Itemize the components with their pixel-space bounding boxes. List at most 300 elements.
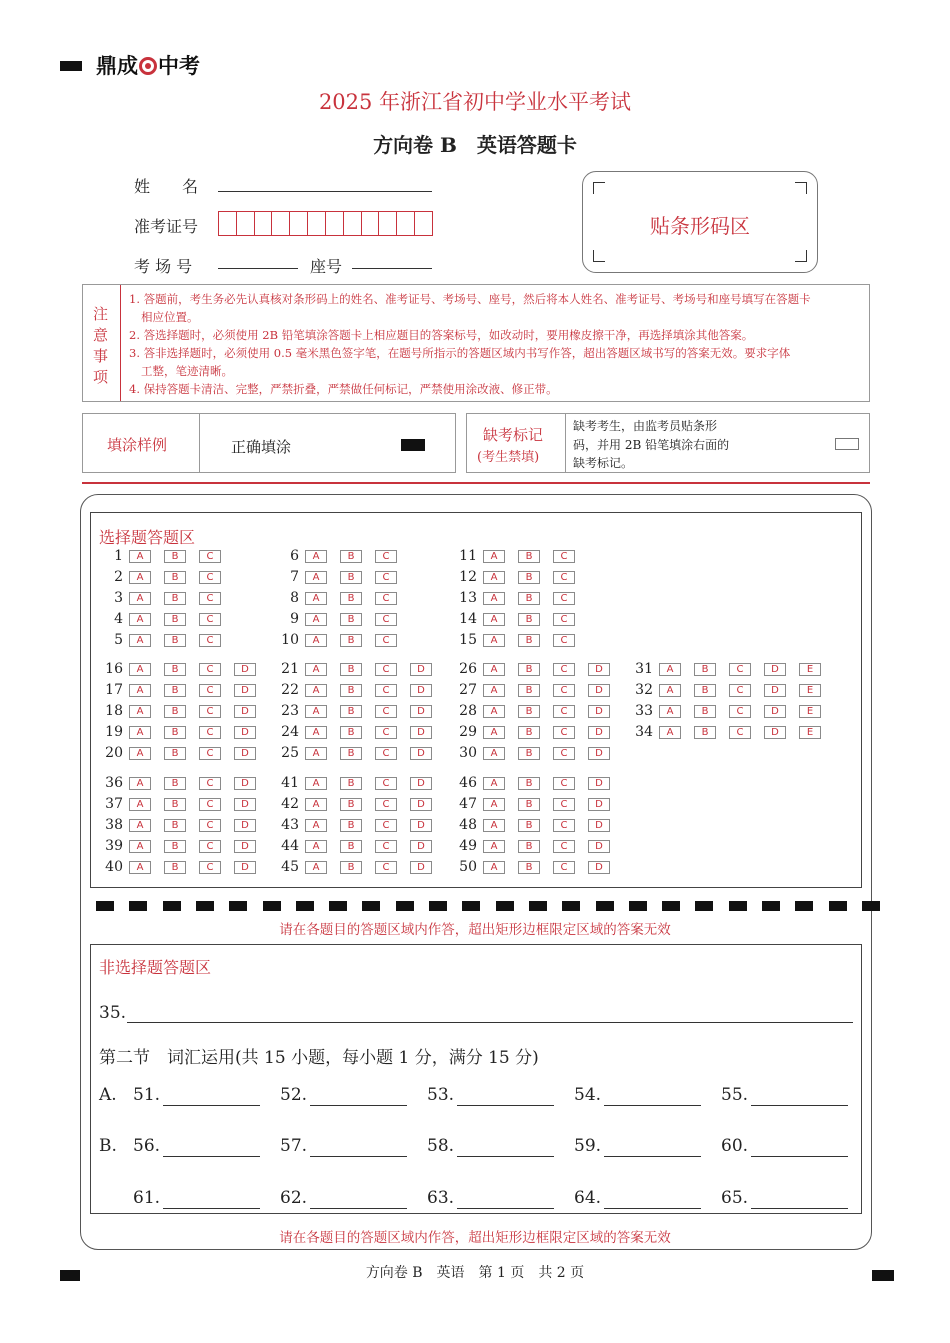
answer-bubble-19-c[interactable]: C <box>199 726 221 739</box>
warning-text-2: 请在各题目的答题区域内作答，超出矩形边框限定区域的答案无效 <box>279 1230 671 1246</box>
answer-bubble-9-a[interactable]: A <box>305 613 327 626</box>
answer-bubble-41-d[interactable]: D <box>410 777 432 790</box>
question-number: 6 <box>290 548 299 564</box>
answer-bubble-50-c[interactable]: C <box>553 861 575 874</box>
seat-label: 座号 <box>310 257 343 276</box>
vocab-answer-line[interactable] <box>604 1208 701 1209</box>
vocab-question-number: 52. <box>280 1085 308 1105</box>
timing-mark <box>362 901 380 911</box>
answer-bubble-40-b[interactable]: B <box>164 861 186 874</box>
answer-bubble-2-a[interactable]: A <box>129 571 151 584</box>
answer-bubble-47-a[interactable]: A <box>483 798 505 811</box>
answer-bubble-23-d[interactable]: D <box>410 705 432 718</box>
answer-bubble-12-a[interactable]: A <box>483 571 505 584</box>
answer-bubble-23-b[interactable]: B <box>340 705 362 718</box>
answer-bubble-1-c[interactable]: C <box>199 550 221 563</box>
vocab-question-number: 62. <box>280 1188 308 1208</box>
answer-bubble-38-b[interactable]: B <box>164 819 186 832</box>
brand-name: 鼎成 <box>96 54 138 78</box>
answer-bubble-26-c[interactable]: C <box>553 663 575 676</box>
notes-label-4: 项 <box>93 368 109 386</box>
id-label: 准考证号 <box>134 217 199 236</box>
answer-bubble-7-c[interactable]: C <box>375 571 397 584</box>
answer-bubble-19-d[interactable]: D <box>234 726 256 739</box>
answer-bubble-31-e[interactable]: E <box>799 663 821 676</box>
vocab-answer-line[interactable] <box>751 1105 848 1106</box>
answer-bubble-28-d[interactable]: D <box>588 705 610 718</box>
vocab-question-number: 57. <box>280 1136 308 1156</box>
answer-bubble-4-c[interactable]: C <box>199 613 221 626</box>
vocab-question-number: 64. <box>574 1188 602 1208</box>
answer-bubble-24-c[interactable]: C <box>375 726 397 739</box>
answer-bubble-47-c[interactable]: C <box>553 798 575 811</box>
answer-bubble-32-b[interactable]: B <box>694 684 716 697</box>
answer-bubble-30-b[interactable]: B <box>518 747 540 760</box>
answer-bubble-15-a[interactable]: A <box>483 634 505 647</box>
row-b-label: B. <box>99 1136 117 1156</box>
answer-bubble-23-a[interactable]: A <box>305 705 327 718</box>
red-separator <box>82 482 870 484</box>
answer-bubble-32-c[interactable]: C <box>729 684 751 697</box>
question-number: 46 <box>459 775 477 791</box>
vocab-question-number: 63. <box>427 1188 455 1208</box>
answer-bubble-12-c[interactable]: C <box>553 571 575 584</box>
answer-bubble-9-c[interactable]: C <box>375 613 397 626</box>
page-footer: 方向卷 B 英语 第 1 页 共 2 页 <box>365 1265 585 1281</box>
answer-bubble-17-b[interactable]: B <box>164 684 186 697</box>
answer-bubble-10-a[interactable]: A <box>305 634 327 647</box>
answer-bubble-28-c[interactable]: C <box>553 705 575 718</box>
answer-bubble-16-b[interactable]: B <box>164 663 186 676</box>
timing-mark <box>562 901 580 911</box>
question-number: 30 <box>459 745 477 761</box>
answer-bubble-13-b[interactable]: B <box>518 592 540 605</box>
answer-bubble-31-c[interactable]: C <box>729 663 751 676</box>
answer-bubble-29-c[interactable]: C <box>553 726 575 739</box>
note-line-4: 3. 答非选择题时，必须使用 0.5 毫米黑色签字笔，在题号所指示的答题区域内书写作答，超出答题区域书写的答案无效。要求字体 <box>129 346 791 360</box>
answer-bubble-38-a[interactable]: A <box>129 819 151 832</box>
choice-section <box>90 512 862 888</box>
answer-bubble-41-b[interactable]: B <box>340 777 362 790</box>
timing-mark <box>396 901 414 911</box>
answer-bubble-18-d[interactable]: D <box>234 705 256 718</box>
answer-bubble-34-d[interactable]: D <box>764 726 786 739</box>
timing-mark <box>129 901 147 911</box>
answer-bubble-42-b[interactable]: B <box>340 798 362 811</box>
answer-bubble-43-d[interactable]: D <box>410 819 432 832</box>
answer-bubble-17-d[interactable]: D <box>234 684 256 697</box>
answer-bubble-25-b[interactable]: B <box>340 747 362 760</box>
question-number: 41 <box>281 775 299 791</box>
answer-bubble-37-c[interactable]: C <box>199 798 221 811</box>
timing-mark <box>629 901 647 911</box>
answer-bubble-7-a[interactable]: A <box>305 571 327 584</box>
barcode-area <box>582 171 818 273</box>
answer-bubble-44-c[interactable]: C <box>375 840 397 853</box>
answer-bubble-13-a[interactable]: A <box>483 592 505 605</box>
answer-bubble-5-a[interactable]: A <box>129 634 151 647</box>
answer-bubble-24-a[interactable]: A <box>305 726 327 739</box>
answer-bubble-13-c[interactable]: C <box>553 592 575 605</box>
timing-mark <box>496 901 514 911</box>
answer-bubble-19-b[interactable]: B <box>164 726 186 739</box>
answer-bubble-22-d[interactable]: D <box>410 684 432 697</box>
answer-bubble-6-b[interactable]: B <box>340 550 362 563</box>
timing-mark <box>529 901 547 911</box>
absent-label: 缺考标记 <box>483 426 544 444</box>
answer-bubble-47-d[interactable]: D <box>588 798 610 811</box>
vocab-answer-line[interactable] <box>604 1156 701 1157</box>
answer-bubble-27-b[interactable]: B <box>518 684 540 697</box>
answer-bubble-30-a[interactable]: A <box>483 747 505 760</box>
answer-bubble-39-a[interactable]: A <box>129 840 151 853</box>
vocab-question-number: 51. <box>133 1085 161 1105</box>
question-number: 26 <box>459 661 477 677</box>
answer-bubble-43-c[interactable]: C <box>375 819 397 832</box>
timing-mark <box>163 901 181 911</box>
answer-bubble-33-b[interactable]: B <box>694 705 716 718</box>
fill-example-label: 填涂样例 <box>107 436 168 454</box>
answer-bubble-34-e[interactable]: E <box>799 726 821 739</box>
answer-bubble-49-d[interactable]: D <box>588 840 610 853</box>
answer-bubble-44-b[interactable]: B <box>340 840 362 853</box>
vocab-answer-line[interactable] <box>310 1208 407 1209</box>
answer-bubble-33-a[interactable]: A <box>659 705 681 718</box>
absent-desc-1: 缺考考生，由监考员贴条形 <box>573 419 718 433</box>
answer-bubble-32-a[interactable]: A <box>659 684 681 697</box>
timing-mark <box>196 901 214 911</box>
vocab-answer-line[interactable] <box>310 1156 407 1157</box>
answer-bubble-3-a[interactable]: A <box>129 592 151 605</box>
question-number: 32 <box>635 682 653 698</box>
answer-bubble-17-c[interactable]: C <box>199 684 221 697</box>
notes-label-3: 事 <box>93 347 109 365</box>
answer-bubble-15-c[interactable]: C <box>553 634 575 647</box>
answer-bubble-33-c[interactable]: C <box>729 705 751 718</box>
answer-bubble-47-b[interactable]: B <box>518 798 540 811</box>
question-number: 38 <box>105 817 123 833</box>
answer-bubble-22-b[interactable]: B <box>340 684 362 697</box>
answer-bubble-20-c[interactable]: C <box>199 747 221 760</box>
answer-bubble-18-c[interactable]: C <box>199 705 221 718</box>
name-label: 姓 名 <box>134 177 199 196</box>
absent-mark-box[interactable] <box>835 438 859 450</box>
vocab-question-number: 56. <box>133 1136 161 1156</box>
vocab-answer-line[interactable] <box>163 1208 260 1209</box>
brand-suffix: 中考 <box>158 54 200 78</box>
question-number: 18 <box>105 703 123 719</box>
answer-bubble-14-a[interactable]: A <box>483 613 505 626</box>
name-field[interactable] <box>218 191 432 192</box>
absent-sublabel: (考生禁填) <box>477 450 540 465</box>
answer-bubble-46-c[interactable]: C <box>553 777 575 790</box>
answer-bubble-12-b[interactable]: B <box>518 571 540 584</box>
answer-bubble-24-b[interactable]: B <box>340 726 362 739</box>
timing-mark <box>263 901 281 911</box>
answer-bubble-22-c[interactable]: C <box>375 684 397 697</box>
timing-mark <box>462 901 480 911</box>
vocab-question-number: 53. <box>427 1085 455 1105</box>
answer-bubble-24-d[interactable]: D <box>410 726 432 739</box>
answer-bubble-45-d[interactable]: D <box>410 861 432 874</box>
vocab-answer-line[interactable] <box>310 1105 407 1106</box>
choice-grid <box>91 513 861 887</box>
answer-bubble-28-b[interactable]: B <box>518 705 540 718</box>
answer-bubble-38-c[interactable]: C <box>199 819 221 832</box>
answer-bubble-11-a[interactable]: A <box>483 550 505 563</box>
answer-bubble-7-b[interactable]: B <box>340 571 362 584</box>
question-number: 13 <box>459 590 477 606</box>
question-number: 8 <box>290 590 299 606</box>
answer-bubble-50-a[interactable]: A <box>483 861 505 874</box>
vocab-question-number: 54. <box>574 1085 602 1105</box>
answer-bubble-41-a[interactable]: A <box>305 777 327 790</box>
answer-bubble-37-b[interactable]: B <box>164 798 186 811</box>
answer-bubble-31-b[interactable]: B <box>694 663 716 676</box>
answer-bubble-49-a[interactable]: A <box>483 840 505 853</box>
answer-bubble-48-a[interactable]: A <box>483 819 505 832</box>
timing-mark <box>429 901 447 911</box>
note-line-2: 相应位置。 <box>141 310 199 324</box>
answer-bubble-10-b[interactable]: B <box>340 634 362 647</box>
correct-fill-label: 正确填涂 <box>231 438 292 456</box>
answer-bubble-39-b[interactable]: B <box>164 840 186 853</box>
answer-bubble-33-d[interactable]: D <box>764 705 786 718</box>
answer-bubble-29-b[interactable]: B <box>518 726 540 739</box>
answer-bubble-17-a[interactable]: A <box>129 684 151 697</box>
answer-bubble-18-b[interactable]: B <box>164 705 186 718</box>
answer-bubble-6-a[interactable]: A <box>305 550 327 563</box>
answer-bubble-20-b[interactable]: B <box>164 747 186 760</box>
question-number: 50 <box>459 859 477 875</box>
answer-bubble-36-c[interactable]: C <box>199 777 221 790</box>
q35-answer-line[interactable] <box>127 1022 853 1023</box>
question-number: 16 <box>105 661 123 677</box>
answer-bubble-15-b[interactable]: B <box>518 634 540 647</box>
vocab-answer-line[interactable] <box>751 1156 848 1157</box>
answer-bubble-42-c[interactable]: C <box>375 798 397 811</box>
answer-bubble-14-c[interactable]: C <box>553 613 575 626</box>
answer-bubble-40-c[interactable]: C <box>199 861 221 874</box>
barcode-label: 贴条形码区 <box>650 214 750 238</box>
answer-bubble-44-a[interactable]: A <box>305 840 327 853</box>
answer-bubble-39-c[interactable]: C <box>199 840 221 853</box>
answer-bubble-33-e[interactable]: E <box>799 705 821 718</box>
answer-bubble-14-b[interactable]: B <box>518 613 540 626</box>
question-number: 42 <box>281 796 299 812</box>
room-label: 考 场 号 <box>134 257 193 276</box>
answer-bubble-9-b[interactable]: B <box>340 613 362 626</box>
answer-bubble-1-b[interactable]: B <box>164 550 186 563</box>
vocab-answer-line[interactable] <box>457 1156 554 1157</box>
answer-bubble-36-b[interactable]: B <box>164 777 186 790</box>
notes-box <box>82 284 870 402</box>
question-number: 24 <box>281 724 299 740</box>
answer-bubble-46-a[interactable]: A <box>483 777 505 790</box>
answer-bubble-50-d[interactable]: D <box>588 861 610 874</box>
answer-bubble-11-b[interactable]: B <box>518 550 540 563</box>
answer-bubble-45-b[interactable]: B <box>340 861 362 874</box>
answer-bubble-8-c[interactable]: C <box>375 592 397 605</box>
answer-bubble-2-b[interactable]: B <box>164 571 186 584</box>
answer-bubble-31-a[interactable]: A <box>659 663 681 676</box>
question-number: 1 <box>114 548 123 564</box>
non-choice-title: 非选择题答题区 <box>99 958 212 977</box>
answer-bubble-19-a[interactable]: A <box>129 726 151 739</box>
answer-bubble-28-a[interactable]: A <box>483 705 505 718</box>
answer-bubble-38-d[interactable]: D <box>234 819 256 832</box>
answer-bubble-31-d[interactable]: D <box>764 663 786 676</box>
vocab-question-number: 60. <box>721 1136 749 1156</box>
answer-bubble-42-a[interactable]: A <box>305 798 327 811</box>
answer-bubble-16-a[interactable]: A <box>129 663 151 676</box>
seat-field[interactable] <box>352 268 432 269</box>
timing-mark <box>662 901 680 911</box>
answer-bubble-40-a[interactable]: A <box>129 861 151 874</box>
card-title: 方向卷 B 英语答题卡 <box>373 133 577 157</box>
answer-bubble-3-c[interactable]: C <box>199 592 221 605</box>
question-number: 33 <box>635 703 653 719</box>
note-line-5: 工整，笔迹清晰。 <box>141 364 233 378</box>
answer-bubble-32-d[interactable]: D <box>764 684 786 697</box>
answer-bubble-32-e[interactable]: E <box>799 684 821 697</box>
answer-bubble-16-c[interactable]: C <box>199 663 221 676</box>
note-line-3: 2. 答选择题时，必须使用 2B 铅笔填涂答题卡上相应题目的答案标号，如改动时，要用橡皮擦干净，再选择填涂其他答案。 <box>129 328 754 342</box>
answer-bubble-36-d[interactable]: D <box>234 777 256 790</box>
question-number: 20 <box>105 745 123 761</box>
vocab-answer-line[interactable] <box>163 1105 260 1106</box>
answer-bubble-48-c[interactable]: C <box>553 819 575 832</box>
answer-bubble-8-b[interactable]: B <box>340 592 362 605</box>
timing-mark <box>296 901 314 911</box>
choice-section-title: 选择题答题区 <box>99 528 196 547</box>
answer-bubble-45-a[interactable]: A <box>305 861 327 874</box>
vocab-answer-line[interactable] <box>604 1105 701 1106</box>
question-number: 47 <box>459 796 477 812</box>
answer-bubble-25-c[interactable]: C <box>375 747 397 760</box>
question-number: 31 <box>635 661 653 677</box>
answer-bubble-27-a[interactable]: A <box>483 684 505 697</box>
vocab-answer-line[interactable] <box>457 1208 554 1209</box>
question-number: 10 <box>281 632 299 648</box>
answer-bubble-23-c[interactable]: C <box>375 705 397 718</box>
answer-bubble-37-d[interactable]: D <box>234 798 256 811</box>
question-number: 9 <box>290 611 299 627</box>
answer-bubble-20-a[interactable]: A <box>129 747 151 760</box>
answer-bubble-37-a[interactable]: A <box>129 798 151 811</box>
answer-bubble-41-c[interactable]: C <box>375 777 397 790</box>
vocab-question-number: 65. <box>721 1188 749 1208</box>
answer-bubble-30-d[interactable]: D <box>588 747 610 760</box>
answer-bubble-29-a[interactable]: A <box>483 726 505 739</box>
answer-bubble-25-a[interactable]: A <box>305 747 327 760</box>
notes-label-2: 意 <box>93 326 109 344</box>
answer-bubble-44-d[interactable]: D <box>410 840 432 853</box>
answer-bubble-21-b[interactable]: B <box>340 663 362 676</box>
answer-bubble-42-d[interactable]: D <box>410 798 432 811</box>
answer-bubble-27-d[interactable]: D <box>588 684 610 697</box>
vocab-answer-line[interactable] <box>163 1156 260 1157</box>
answer-bubble-22-a[interactable]: A <box>305 684 327 697</box>
answer-bubble-27-c[interactable]: C <box>553 684 575 697</box>
answer-bubble-26-b[interactable]: B <box>518 663 540 676</box>
room-field[interactable] <box>218 268 298 269</box>
question-number: 25 <box>281 745 299 761</box>
answer-bubble-25-d[interactable]: D <box>410 747 432 760</box>
answer-bubble-30-c[interactable]: C <box>553 747 575 760</box>
answer-bubble-34-b[interactable]: B <box>694 726 716 739</box>
answer-bubble-43-a[interactable]: A <box>305 819 327 832</box>
answer-bubble-36-a[interactable]: A <box>129 777 151 790</box>
timing-mark <box>329 901 347 911</box>
question-number: 40 <box>105 859 123 875</box>
corner-mark-top-left <box>60 61 82 71</box>
id-number-boxes[interactable] <box>218 211 433 236</box>
answer-bubble-26-d[interactable]: D <box>588 663 610 676</box>
question-number: 14 <box>459 611 477 627</box>
question-number: 23 <box>281 703 299 719</box>
question-number: 12 <box>459 569 477 585</box>
answer-bubble-8-a[interactable]: A <box>305 592 327 605</box>
answer-bubble-48-b[interactable]: B <box>518 819 540 832</box>
answer-bubble-45-c[interactable]: C <box>375 861 397 874</box>
answer-bubble-21-a[interactable]: A <box>305 663 327 676</box>
vocab-answer-line[interactable] <box>457 1105 554 1106</box>
question-number: 21 <box>281 661 299 677</box>
question-number: 11 <box>459 548 477 564</box>
answer-bubble-48-d[interactable]: D <box>588 819 610 832</box>
answer-bubble-4-a[interactable]: A <box>129 613 151 626</box>
answer-bubble-11-c[interactable]: C <box>553 550 575 563</box>
warning-text-1: 请在各题目的答题区域内作答，超出矩形边框限定区域的答案无效 <box>279 922 671 938</box>
answer-bubble-20-d[interactable]: D <box>234 747 256 760</box>
answer-bubble-49-b[interactable]: B <box>518 840 540 853</box>
vocab-question-number: 55. <box>721 1085 749 1105</box>
answer-bubble-50-b[interactable]: B <box>518 861 540 874</box>
answer-bubble-43-b[interactable]: B <box>340 819 362 832</box>
answer-bubble-16-d[interactable]: D <box>234 663 256 676</box>
answer-bubble-18-a[interactable]: A <box>129 705 151 718</box>
answer-bubble-5-c[interactable]: C <box>199 634 221 647</box>
timing-mark <box>795 901 813 911</box>
answer-bubble-46-d[interactable]: D <box>588 777 610 790</box>
answer-bubble-34-c[interactable]: C <box>729 726 751 739</box>
exam-title: 2025 年浙江省初中学业水平考试 <box>318 90 632 114</box>
question-number: 37 <box>105 796 123 812</box>
answer-bubble-21-d[interactable]: D <box>410 663 432 676</box>
answer-bubble-4-b[interactable]: B <box>164 613 186 626</box>
answer-bubble-26-a[interactable]: A <box>483 663 505 676</box>
answer-bubble-2-c[interactable]: C <box>199 571 221 584</box>
answer-bubble-10-c[interactable]: C <box>375 634 397 647</box>
answer-bubble-3-b[interactable]: B <box>164 592 186 605</box>
question-number: 3 <box>114 590 123 606</box>
answer-bubble-49-c[interactable]: C <box>553 840 575 853</box>
answer-bubble-5-b[interactable]: B <box>164 634 186 647</box>
answer-bubble-1-a[interactable]: A <box>129 550 151 563</box>
answer-bubble-40-d[interactable]: D <box>234 861 256 874</box>
answer-bubble-46-b[interactable]: B <box>518 777 540 790</box>
absent-desc-3: 缺考标记。 <box>573 456 634 470</box>
answer-bubble-34-a[interactable]: A <box>659 726 681 739</box>
vocab-answer-line[interactable] <box>751 1208 848 1209</box>
answer-bubble-6-c[interactable]: C <box>375 550 397 563</box>
question-number: 22 <box>281 682 299 698</box>
answer-bubble-29-d[interactable]: D <box>588 726 610 739</box>
question-number: 5 <box>114 632 123 648</box>
answer-bubble-39-d[interactable]: D <box>234 840 256 853</box>
answer-bubble-21-c[interactable]: C <box>375 663 397 676</box>
